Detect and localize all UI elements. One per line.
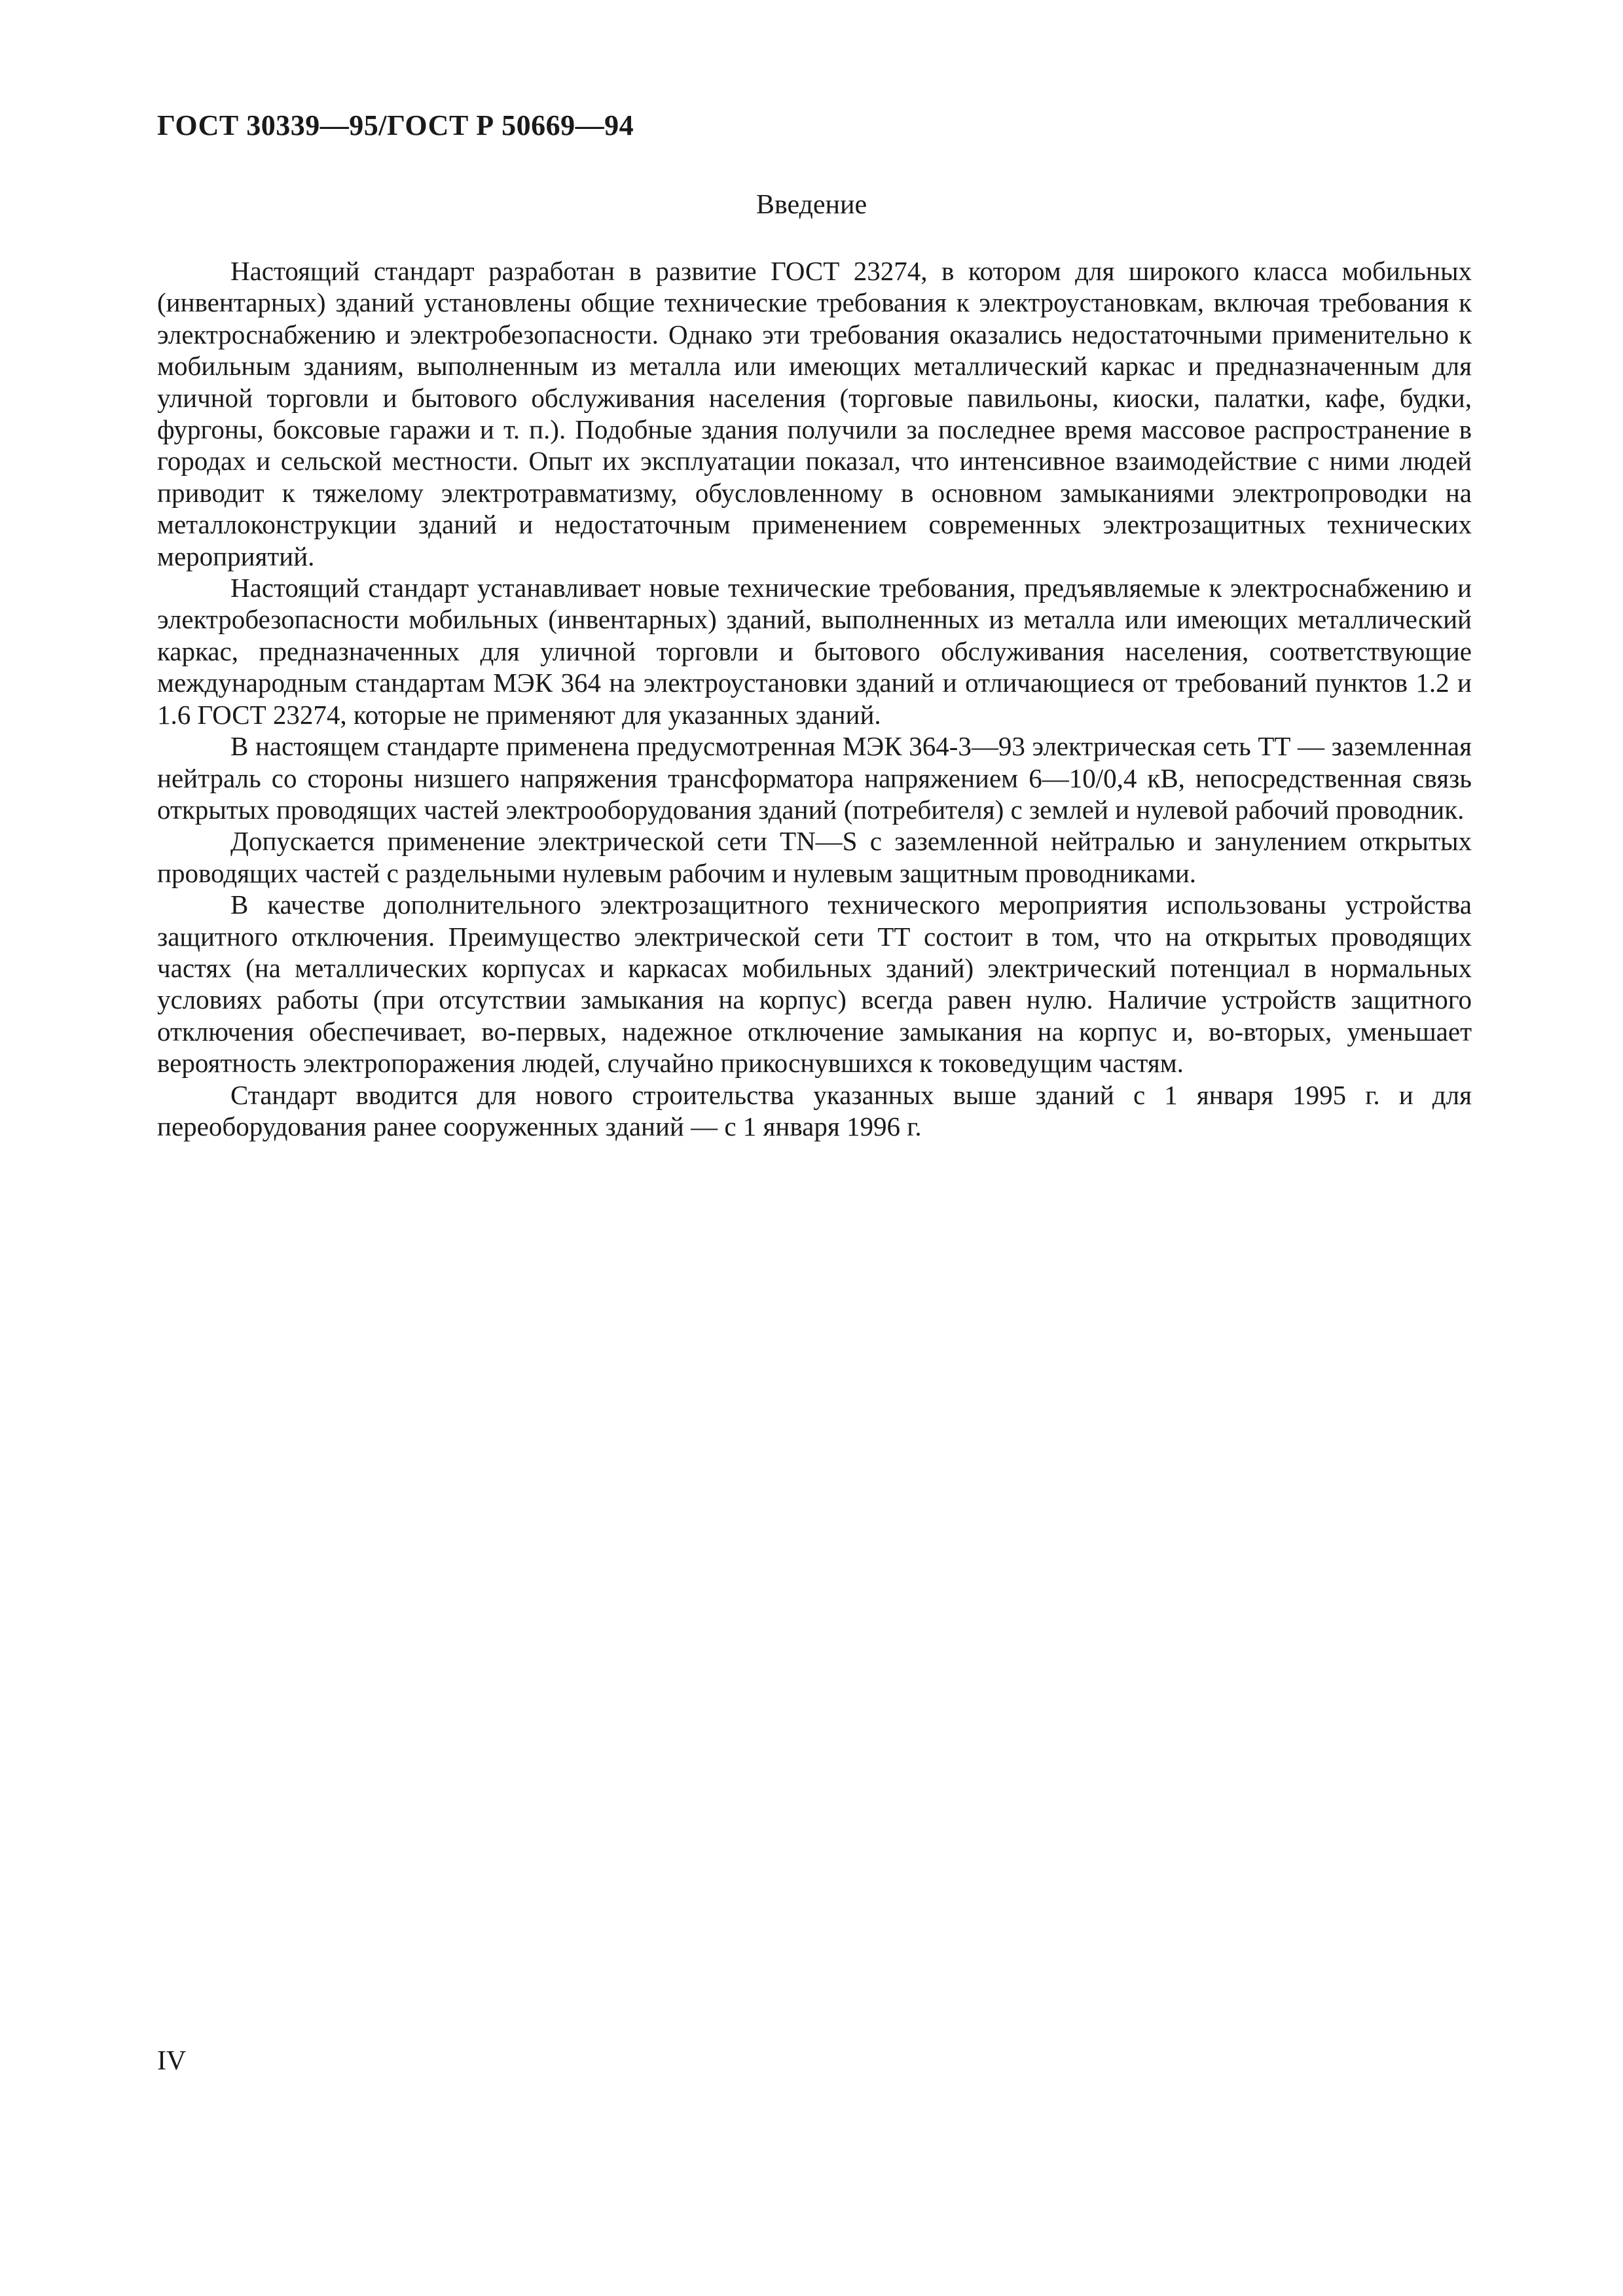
page-number: IV [157, 2046, 187, 2076]
paragraph: В качестве дополнительного электрозащитного технического мероприятия использованы устройства защитного отключения. Преимущество электрической сети ТТ состоит в том, что на открытых проводящих частях (на металлических корпусах и каркасах мобильных зданий) электрический потенциал в нормальных условиях работы (при отсутствии замыкания на корпус) всегда равен нулю. Наличие устройств защитного отключения обеспечивает, во-первых, надежное отключение замыкания на корпус и, во-вторых, уменьшает вероятность электропоражения людей, случайно прикоснувшихся к токоведущим частям. [157, 889, 1472, 1079]
section-title: Введение [756, 190, 867, 220]
introduction-body [157, 255, 1472, 1142]
paragraph: Настоящий стандарт разработан в развитие ГОСТ 23274, в котором для широкого класса мобильных (инвентарных) зданий установлены общие технические требования к электроустановкам, включая требования к электроснабжению и электробезопасности. Однако эти требования оказались недостаточными применительно к мобильным зданиям, выполненным из металла или имеющих металлический каркас и предназначенным для уличной торговли и бытового обслуживания населения (торговые павильоны, киоски, палатки, кафе, будки, фургоны, боксовые гаражи и т. п.). Подобные здания получили за последнее время массовое распространение в городах и сельской местности. Опыт их эксплуатации показал, что интенсивное взаимодействие с ними людей приводит к тяжелому электротравматизму, обусловленному в основном замыканиями электропроводки на металлоконструкции зданий и недостаточным применением современных электрозащитных технических мероприятий. [157, 256, 1472, 571]
paragraph: В настоящем стандарте применена предусмотренная МЭК 364-3—93 электрическая сеть ТТ — заземленная нейтраль со стороны низшего напряжения трансформатора напряжением 6—10/0,4 кВ, непосредственная связь открытых проводящих частей электрооборудования зданий (потребителя) с землей и нулевой рабочий проводник. [157, 731, 1472, 825]
standard-designation-header: ГОСТ 30339—95/ГОСТ Р 50669—94 [157, 109, 634, 141]
paragraph: Допускается применение электрической сети TN—S с заземленной нейтралью и занулением открытых проводящих частей с раздельными нулевым рабочим и нулевым защитным проводниками. [157, 826, 1472, 888]
paragraph: Стандарт вводится для нового строительства указанных выше зданий с 1 января 1995 г. и для переоборудования ранее сооруженных зданий — с 1 января 1996 г. [157, 1079, 1472, 1141]
paragraph: Настоящий стандарт устанавливает новые технические требования, предъявляемые к электроснабжению и электробезопасности мобильных (инвентарных) зданий, выполненных из металла или имеющих металлический каркас, предназначенных для уличной торговли и бытового обслуживания населения, соответствующие международным стандартам МЭК 364 на электроустановки зданий и отличающиеся от требований пунктов 1.2 и 1.6 ГОСТ 23274, которые не применяют для указанных зданий. [157, 573, 1472, 730]
